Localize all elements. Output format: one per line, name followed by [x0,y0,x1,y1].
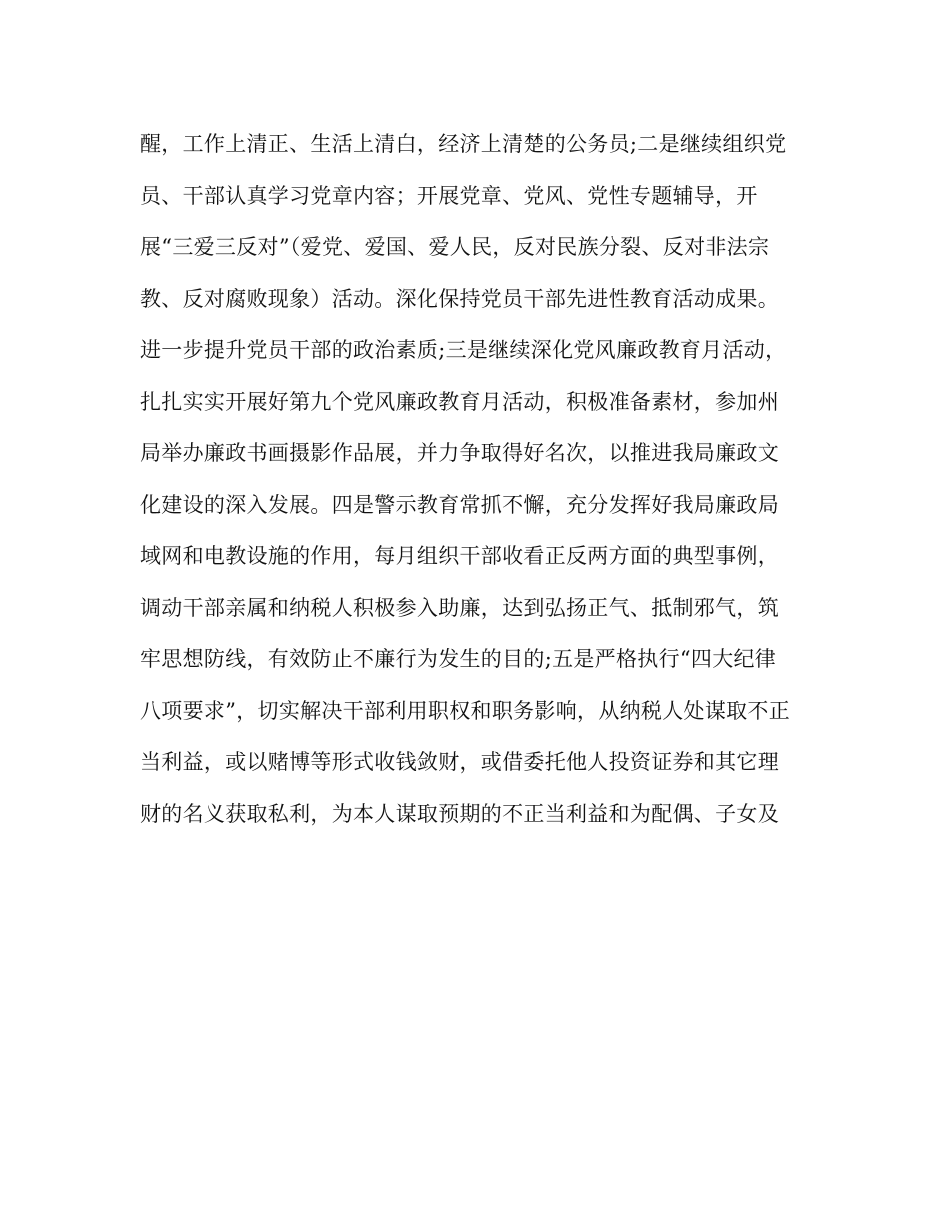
text-line-1: 醒，工作上清正、生活上清白，经济上清楚的公务员;二是继续组织党 [140,132,787,156]
text-line-8: 化建设的深入发展。四是警示教育常抓不懈，充分发挥好我局廉政局 [140,492,779,517]
text-line-11: 牢思想防线，有效防止不廉行为发生的目的;五是严格执行“四大纪律 [140,647,777,671]
text-line-2: 员、干部认真学习党章内容；开展党章、党风、党性专题辅导，开 [140,183,758,208]
text-line-6: 扎扎实实开展好第九个党风廉政教育月活动，积极准备素材，参加州 [140,389,779,414]
text-line-12: 八项要求”，切实解决干部利用职权和职务影响，从纳税人处谋取不正 [140,698,791,723]
text-line-5: 进一步提升党员干部的政治素质;三是继续深化党风廉政教育月活动， [140,338,787,362]
text-line-14: 财的名义获取私利，为本人谋取预期的不正当利益和为配偶、子女及 [140,801,779,826]
body-paragraph [140,124,820,845]
text-line-4: 教、反对腐败现象）活动。深化保持党员干部先进性教育活动成果。 [140,286,779,311]
text-line-7: 局举办廉政书画摄影作品展，并力争取得好名次，以推进我局廉政文 [140,441,779,465]
text-line-3: 展“三爱三反对”（爱党、爱国、爱人民，反对民族分裂、反对非法宗 [140,235,770,259]
text-line-9: 域网和电教设施的作用，每月组织干部收看正反两方面的典型事例， [140,544,779,568]
text-line-13: 当利益，或以赌博等形式收钱敛财，或借委托他人投资证券和其它理 [140,750,779,774]
text-line-10: 调动干部亲属和纳税人积极参入助廉，达到弘扬正气、抵制邪气，筑 [140,595,779,620]
